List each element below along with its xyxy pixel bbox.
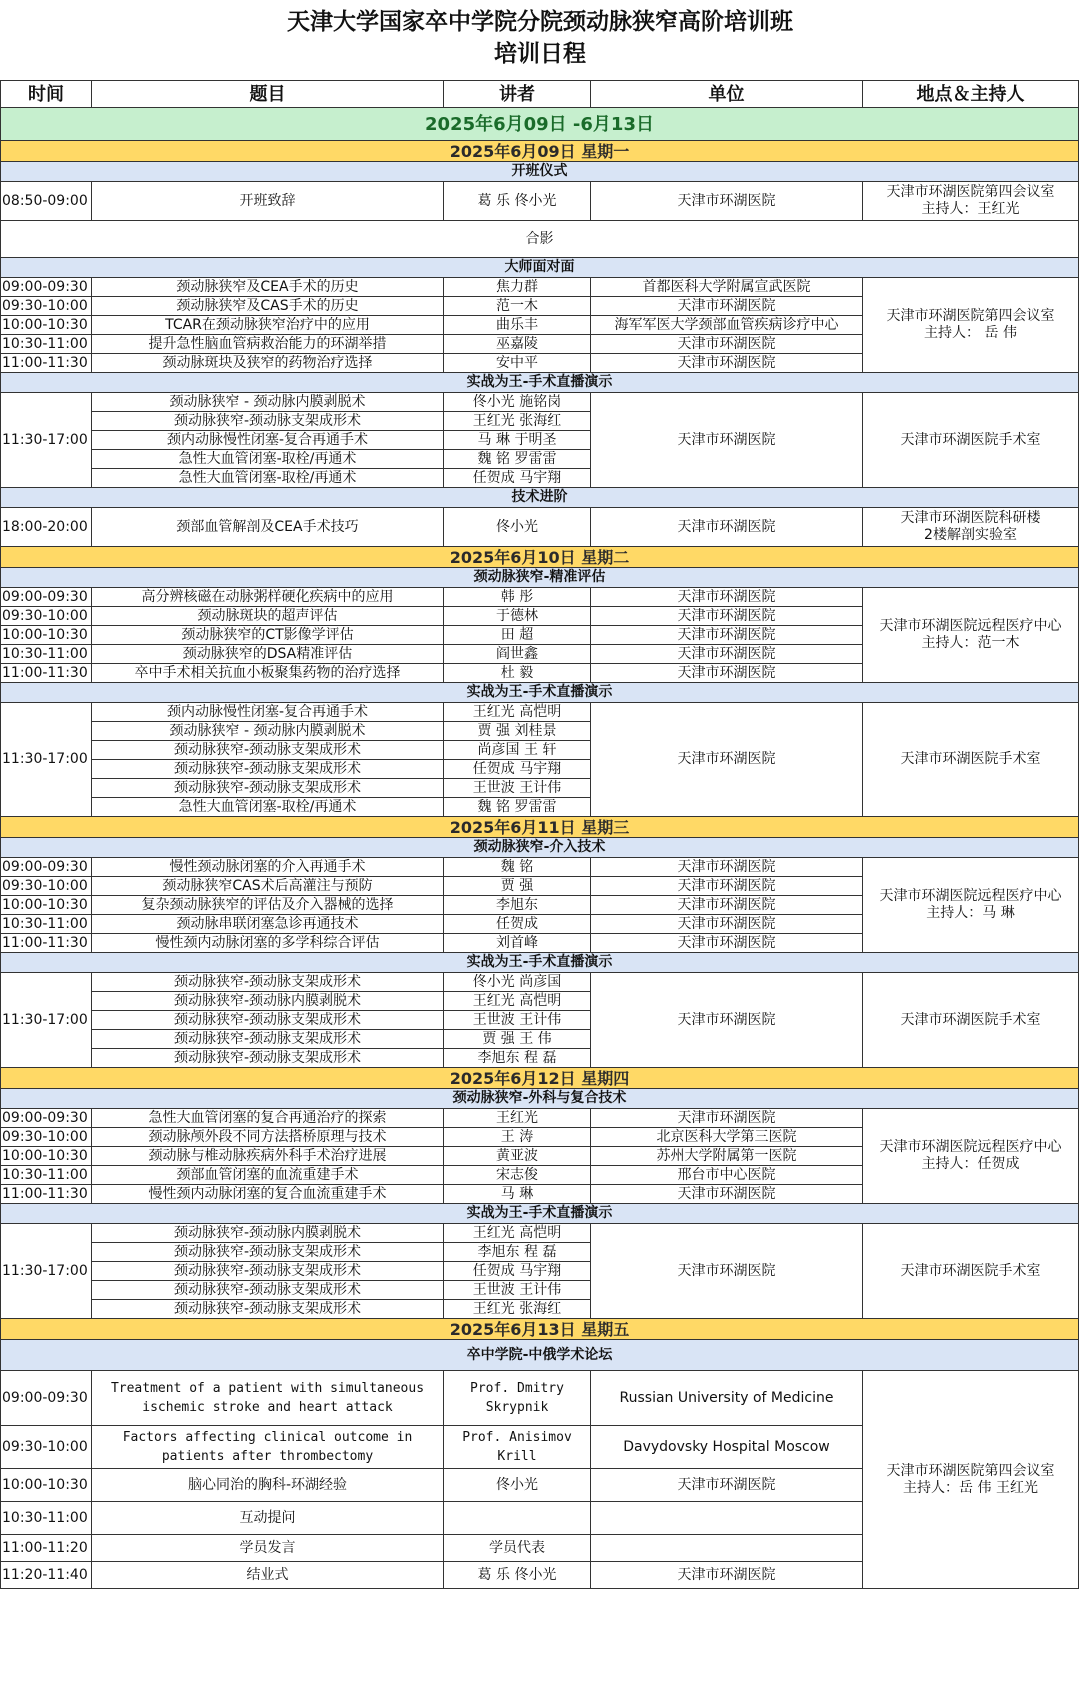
time-cell: 09:30-10:00: [1, 297, 92, 316]
venue-cell: 天津市环湖医院手术室: [863, 393, 1079, 488]
speaker-cell: 刘首峰: [444, 934, 591, 953]
unit-cell: 天津市环湖医院: [591, 393, 863, 488]
topic-cell: 慢性颈内动脉闭塞的多学科综合评估: [92, 934, 444, 953]
venue-text: 天津市环湖医院远程医疗中心: [879, 888, 1062, 904]
unit-cell: 天津市环湖医院: [591, 664, 863, 683]
venue-text: 天津市环湖医院第四会议室: [886, 184, 1055, 200]
time-cell: 18:00-20:00: [1, 508, 92, 547]
section-header: 实战为王-手术直播演示: [1, 373, 1079, 393]
speaker-cell: 于德林: [444, 607, 591, 626]
unit-cell: 首都医科大学附属宣武医院: [591, 278, 863, 297]
topic-cell: Treatment of a patient with simultaneous ischemic stroke and heart attack: [92, 1371, 444, 1426]
table-row: [1, 182, 1079, 221]
topic-cell: 开班致辞: [92, 182, 444, 221]
topic-cell: 颈动脉狭窄-颈动脉支架成形术: [92, 973, 444, 992]
section-header: 技术进阶: [1, 488, 1079, 508]
venue-text: 天津市环湖医院远程医疗中心: [879, 618, 1062, 634]
speaker-cell: 韩 彤: [444, 588, 591, 607]
table-row: [1, 858, 1079, 877]
venue-text: 天津市环湖医院远程医疗中心: [879, 1139, 1062, 1155]
speaker-cell: 王红光: [444, 1109, 591, 1128]
unit-cell: 天津市环湖医院: [591, 607, 863, 626]
host-text: 主持人：范一木: [921, 635, 1020, 651]
unit-cell: 天津市环湖医院: [591, 934, 863, 953]
speaker-cell: 田 超: [444, 626, 591, 645]
topic-cell: 颈动脉串联闭塞急诊再通技术: [92, 915, 444, 934]
day-header: 2025年6月13日 星期五: [1, 1319, 1079, 1340]
speaker-cell: 贾 强 刘桂景: [444, 722, 591, 741]
speaker-cell: 葛 乐 佟小光: [444, 1562, 591, 1589]
header-speaker: 讲者: [444, 81, 591, 108]
speaker-cell: 李旭东 程 磊: [444, 1049, 591, 1068]
table-row: [1, 393, 1079, 412]
topic-cell: 颈动脉狭窄-颈动脉支架成形术: [92, 741, 444, 760]
speaker-cell: 贾 强 王 伟: [444, 1030, 591, 1049]
speaker-cell: 尚彦国 王 轩: [444, 741, 591, 760]
topic-cell: 颈动脉斑块的超声评估: [92, 607, 444, 626]
topic-cell: 颈动脉狭窄-颈动脉支架成形术: [92, 1243, 444, 1262]
venue-cell: [863, 278, 1079, 373]
speaker-cell: 王红光 张海红: [444, 1300, 591, 1319]
topic-cell: 急性大血管闭塞-取栓/再通术: [92, 469, 444, 488]
section-header: 卒中学院-中俄学术论坛: [1, 1340, 1079, 1371]
section-header: 实战为王-手术直播演示: [1, 1204, 1079, 1224]
topic-cell: 颈动脉与椎动脉疾病外科手术治疗进展: [92, 1147, 444, 1166]
speaker-cell: 安中平: [444, 354, 591, 373]
speaker-cell: 任贺成 马宇翔: [444, 469, 591, 488]
table-row: [1, 278, 1079, 297]
table-row: [1, 1371, 1079, 1426]
topic-cell: 颈动脉狭窄-颈动脉支架成形术: [92, 1030, 444, 1049]
speaker-cell: 佟小光: [444, 1469, 591, 1502]
host-text: 主持人： 岳 伟: [924, 325, 1017, 341]
topic-cell: 颈内动脉慢性闭塞-复合再通手术: [92, 431, 444, 450]
time-cell: 09:00-09:30: [1, 1109, 92, 1128]
speaker-cell: Prof. Anisimov Krill: [444, 1426, 591, 1469]
topic-cell: 复杂颈动脉狭窄的评估及介入器械的选择: [92, 896, 444, 915]
time-cell: 11:30-17:00: [1, 393, 92, 488]
section-header: 实战为王-手术直播演示: [1, 683, 1079, 703]
topic-cell: 颈动脉狭窄 - 颈动脉内膜剥脱术: [92, 722, 444, 741]
header-topic: 题目: [92, 81, 444, 108]
topic-cell: 慢性颈动脉闭塞的介入再通手术: [92, 858, 444, 877]
speaker-cell: 杜 毅: [444, 664, 591, 683]
speaker-cell: 李旭东 程 磊: [444, 1243, 591, 1262]
table-row: [1, 1109, 1079, 1128]
day-header: 2025年6月09日 星期一: [1, 141, 1079, 162]
time-cell: 10:00-10:30: [1, 316, 92, 335]
table-row: [1, 973, 1079, 992]
topic-cell: 互动提问: [92, 1502, 444, 1535]
table-row: [1, 703, 1079, 722]
speaker-cell: 佟小光 尚彦国: [444, 973, 591, 992]
section-header: 颈动脉狭窄-外科与复合技术: [1, 1089, 1079, 1109]
unit-cell: 天津市环湖医院: [591, 508, 863, 547]
section-header: 颈动脉狭窄-精准评估: [1, 568, 1079, 588]
page-subtitle: 培训日程: [494, 40, 586, 67]
speaker-cell: 王世波 王计伟: [444, 779, 591, 798]
speaker-cell: 焦力群: [444, 278, 591, 297]
time-cell: 10:00-10:30: [1, 896, 92, 915]
time-cell: 11:00-11:30: [1, 1185, 92, 1204]
host-text: 主持人：岳 伟 王红光: [903, 1479, 1038, 1496]
topic-cell: TCAR在颈动脉狭窄治疗中的应用: [92, 316, 444, 335]
time-cell: 11:00-11:30: [1, 664, 92, 683]
host-text: 主持人：王红光: [921, 201, 1020, 217]
unit-cell: 天津市环湖医院: [591, 915, 863, 934]
unit-cell: [591, 1535, 863, 1562]
venue-cell: [863, 1109, 1079, 1204]
time-cell: 09:00-09:30: [1, 858, 92, 877]
time-cell: 10:30-11:00: [1, 1502, 92, 1535]
table-row: [1, 1224, 1079, 1243]
venue-text: 天津市环湖医院第四会议室: [886, 1462, 1055, 1479]
unit-cell: 北京医科大学第三医院: [591, 1128, 863, 1147]
topic-cell: 颈动脉狭窄 - 颈动脉内膜剥脱术: [92, 393, 444, 412]
speaker-cell: 学员代表: [444, 1535, 591, 1562]
topic-cell: 慢性颈内动脉闭塞的复合血流重建手术: [92, 1185, 444, 1204]
time-cell: 11:30-17:00: [1, 973, 92, 1068]
unit-cell: 苏州大学附属第一医院: [591, 1147, 863, 1166]
time-cell: 11:20-11:40: [1, 1562, 92, 1589]
time-cell: 09:00-09:30: [1, 588, 92, 607]
time-cell: 10:30-11:00: [1, 915, 92, 934]
topic-cell: 颈动脉狭窄CAS术后高灌注与预防: [92, 877, 444, 896]
venue-cell: [863, 858, 1079, 953]
topic-cell: 急性大血管闭塞-取栓/再通术: [92, 798, 444, 817]
venue-text: 2楼解剖实验室: [924, 527, 1017, 543]
time-cell: 10:30-11:00: [1, 645, 92, 664]
venue-text: 天津市环湖医院科研楼: [900, 510, 1041, 526]
speaker-cell: Prof. Dmitry Skrypnik: [444, 1371, 591, 1426]
header-row: [1, 81, 1079, 108]
unit-cell: 天津市环湖医院: [591, 335, 863, 354]
topic-cell: 颈动脉狭窄-颈动脉支架成形术: [92, 1281, 444, 1300]
topic-cell: 卒中手术相关抗血小板聚集药物的治疗选择: [92, 664, 444, 683]
unit-cell: [591, 1502, 863, 1535]
speaker-cell: 马 琳: [444, 1185, 591, 1204]
section-header: 开班仪式: [1, 162, 1079, 182]
topic-cell: 结业式: [92, 1562, 444, 1589]
venue-cell: 天津市环湖医院手术室: [863, 973, 1079, 1068]
time-cell: 11:00-11:30: [1, 354, 92, 373]
unit-cell: 天津市环湖医院: [591, 858, 863, 877]
speaker-cell: 王世波 王计伟: [444, 1281, 591, 1300]
topic-cell: 颈动脉狭窄及CAS手术的历史: [92, 297, 444, 316]
topic-cell: 颈部血管解剖及CEA手术技巧: [92, 508, 444, 547]
topic-cell: 颈动脉狭窄-颈动脉支架成形术: [92, 1049, 444, 1068]
photo-cell: 合影: [1, 221, 1079, 258]
speaker-cell: 任贺成: [444, 915, 591, 934]
unit-cell: 天津市环湖医院: [591, 626, 863, 645]
topic-cell: 颈动脉狭窄-颈动脉支架成形术: [92, 1011, 444, 1030]
speaker-cell: 佟小光 施铭岗: [444, 393, 591, 412]
speaker-cell: 王红光 高恺明: [444, 703, 591, 722]
speaker-cell: 魏 铭 罗雷雷: [444, 450, 591, 469]
speaker-cell: 阎世鑫: [444, 645, 591, 664]
venue-cell: 天津市环湖医院手术室: [863, 703, 1079, 817]
topic-cell: Factors affecting clinical outcome in patients after thrombectomy: [92, 1426, 444, 1469]
speaker-cell: 巫嘉陵: [444, 335, 591, 354]
speaker-cell: 任贺成 马宇翔: [444, 760, 591, 779]
topic-cell: 颈部血管闭塞的血流重建手术: [92, 1166, 444, 1185]
topic-cell: 颈动脉斑块及狭窄的药物治疗选择: [92, 354, 444, 373]
time-cell: 10:00-10:30: [1, 626, 92, 645]
speaker-cell: 王红光 高恺明: [444, 1224, 591, 1243]
time-cell: 09:30-10:00: [1, 607, 92, 626]
topic-cell: 高分辨核磁在动脉粥样硬化疾病中的应用: [92, 588, 444, 607]
topic-cell: 颈动脉狭窄的CT影像学评估: [92, 626, 444, 645]
unit-cell: Davydovsky Hospital Moscow: [591, 1426, 863, 1469]
speaker-cell: 马 琳 于明圣: [444, 431, 591, 450]
speaker-cell: 贾 强: [444, 877, 591, 896]
unit-cell: 邢台市中心医院: [591, 1166, 863, 1185]
speaker-cell: 王红光 高恺明: [444, 992, 591, 1011]
unit-cell: 天津市环湖医院: [591, 877, 863, 896]
topic-cell: 颈动脉颅外段不同方法搭桥原理与技术: [92, 1128, 444, 1147]
topic-cell: 颈动脉狭窄-颈动脉支架成形术: [92, 412, 444, 431]
day-header: 2025年6月11日 星期三: [1, 817, 1079, 838]
time-cell: 11:00-11:20: [1, 1535, 92, 1562]
unit-cell: 天津市环湖医院: [591, 896, 863, 915]
day-header: 2025年6月12日 星期四: [1, 1068, 1079, 1089]
topic-cell: 颈动脉狭窄及CEA手术的历史: [92, 278, 444, 297]
topic-cell: 颈动脉狭窄-颈动脉内膜剥脱术: [92, 992, 444, 1011]
header-venue: 地点＆主持人: [863, 81, 1079, 108]
date-range: 2025年6月09日 -6月13日: [1, 108, 1079, 141]
host-text: 主持人：任贺成: [921, 1156, 1020, 1172]
unit-cell: 天津市环湖医院: [591, 182, 863, 221]
unit-cell: 天津市环湖医院: [591, 588, 863, 607]
header-time: 时间: [1, 81, 92, 108]
time-cell: 10:00-10:30: [1, 1147, 92, 1166]
section-header: 颈动脉狭窄-介入技术: [1, 838, 1079, 858]
speaker-cell: 王 涛: [444, 1128, 591, 1147]
topic-cell: 颈内动脉慢性闭塞-复合再通手术: [92, 703, 444, 722]
table-row: [1, 588, 1079, 607]
unit-cell: 天津市环湖医院: [591, 297, 863, 316]
time-cell: 10:30-11:00: [1, 335, 92, 354]
time-cell: 09:30-10:00: [1, 1128, 92, 1147]
day-header: 2025年6月10日 星期二: [1, 547, 1079, 568]
topic-cell: 急性大血管闭塞-取栓/再通术: [92, 450, 444, 469]
speaker-cell: 范一木: [444, 297, 591, 316]
section-header: 大师面对面: [1, 258, 1079, 278]
topic-cell: 脑心同治的胸科-环湖经验: [92, 1469, 444, 1502]
venue-cell: [863, 1371, 1079, 1589]
time-cell: 10:00-10:30: [1, 1469, 92, 1502]
unit-cell: 天津市环湖医院: [591, 354, 863, 373]
topic-cell: 颈动脉狭窄-颈动脉支架成形术: [92, 760, 444, 779]
host-text: 主持人：马 琳: [926, 905, 1015, 921]
photo-row: [1, 221, 1079, 258]
speaker-cell: 黄亚波: [444, 1147, 591, 1166]
speaker-cell: 佟小光: [444, 508, 591, 547]
unit-cell: 天津市环湖医院: [591, 973, 863, 1068]
time-cell: 09:30-10:00: [1, 1426, 92, 1469]
unit-cell: 天津市环湖医院: [591, 1224, 863, 1319]
table-row: [1, 508, 1079, 547]
speaker-cell: 任贺成 马宇翔: [444, 1262, 591, 1281]
speaker-cell: 李旭东: [444, 896, 591, 915]
unit-cell: 天津市环湖医院: [591, 1109, 863, 1128]
speaker-cell: 葛 乐 佟小光: [444, 182, 591, 221]
time-cell: 10:30-11:00: [1, 1166, 92, 1185]
time-cell: 09:00-09:30: [1, 278, 92, 297]
section-header: 实战为王-手术直播演示: [1, 953, 1079, 973]
topic-cell: 颈动脉狭窄的DSA精准评估: [92, 645, 444, 664]
topic-cell: 颈动脉狭窄-颈动脉内膜剥脱术: [92, 1224, 444, 1243]
speaker-cell: 王红光 张海红: [444, 412, 591, 431]
unit-cell: 海军军医大学颈部血管疾病诊疗中心: [591, 316, 863, 335]
speaker-cell: 宋志俊: [444, 1166, 591, 1185]
topic-cell: 颈动脉狭窄-颈动脉支架成形术: [92, 1262, 444, 1281]
time-cell: 08:50-09:00: [1, 182, 92, 221]
speaker-cell: 王世波 王计伟: [444, 1011, 591, 1030]
unit-cell: 天津市环湖医院: [591, 1562, 863, 1589]
schedule-table: [0, 80, 1079, 1589]
unit-cell: 天津市环湖医院: [591, 645, 863, 664]
topic-cell: 提升急性脑血管病救治能力的环湖举措: [92, 335, 444, 354]
unit-cell: Russian University of Medicine: [591, 1371, 863, 1426]
time-cell: 09:00-09:30: [1, 1371, 92, 1426]
unit-cell: 天津市环湖医院: [591, 1469, 863, 1502]
page-title: 天津大学国家卒中学院分院颈动脉狭窄高阶培训班: [287, 8, 793, 35]
time-cell: 09:30-10:00: [1, 877, 92, 896]
speaker-cell: 魏 铭: [444, 858, 591, 877]
title-block: [0, 0, 1080, 80]
venue-text: 天津市环湖医院第四会议室: [886, 308, 1055, 324]
topic-cell: 急性大血管闭塞的复合再通治疗的探索: [92, 1109, 444, 1128]
topic-cell: 颈动脉狭窄-颈动脉支架成形术: [92, 1300, 444, 1319]
unit-cell: 天津市环湖医院: [591, 703, 863, 817]
venue-cell: [863, 182, 1079, 221]
topic-cell: 颈动脉狭窄-颈动脉支架成形术: [92, 779, 444, 798]
time-cell: 11:30-17:00: [1, 703, 92, 817]
speaker-cell: 曲乐丰: [444, 316, 591, 335]
venue-cell: 天津市环湖医院手术室: [863, 1224, 1079, 1319]
unit-cell: 天津市环湖医院: [591, 1185, 863, 1204]
venue-cell: [863, 508, 1079, 547]
topic-cell: 学员发言: [92, 1535, 444, 1562]
venue-cell: [863, 588, 1079, 683]
speaker-cell: 魏 铭 罗雷雷: [444, 798, 591, 817]
time-cell: 11:30-17:00: [1, 1224, 92, 1319]
speaker-cell: [444, 1502, 591, 1535]
time-cell: 11:00-11:30: [1, 934, 92, 953]
header-unit: 单位: [591, 81, 863, 108]
